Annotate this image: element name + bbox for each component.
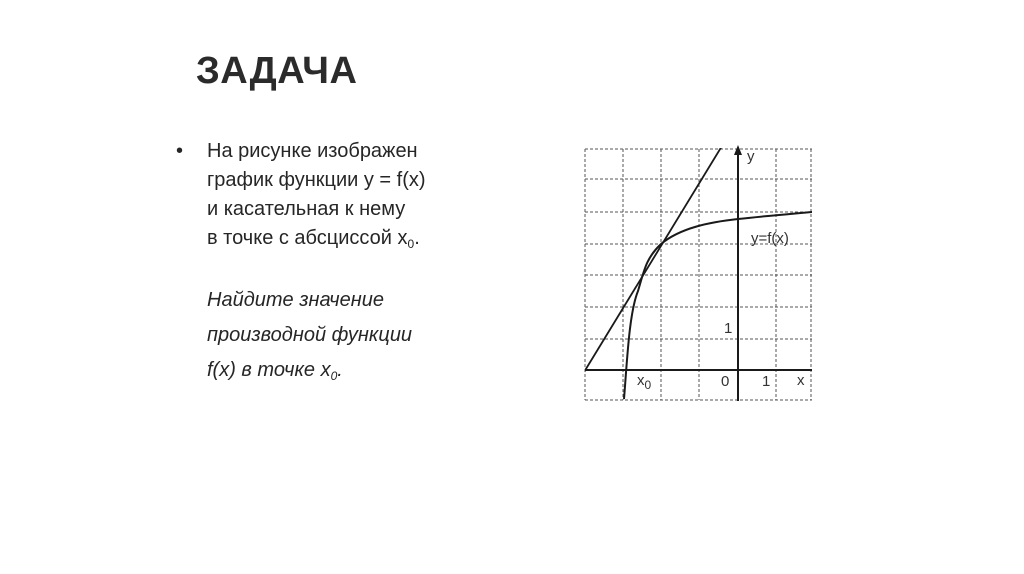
x-tick-label: 1 bbox=[762, 373, 771, 390]
x0-label-text: x bbox=[637, 372, 645, 389]
y-tick-label: 1 bbox=[724, 320, 733, 337]
problem-statement bbox=[207, 137, 556, 253]
function-graph-figure bbox=[580, 143, 816, 405]
task-question bbox=[207, 283, 556, 388]
task-line-1: Найдите значение bbox=[207, 289, 385, 311]
x0-label bbox=[637, 372, 652, 392]
problem-text bbox=[176, 137, 556, 388]
y-axis-label: y bbox=[747, 148, 755, 165]
y-axis-arrow-icon bbox=[734, 145, 742, 155]
statement-line-4 bbox=[207, 224, 556, 253]
statement-line-2: график функции y = f(x) bbox=[207, 169, 426, 191]
grid bbox=[585, 149, 812, 400]
bullet-icon: • bbox=[176, 140, 184, 162]
task-line-3-subscript: 0 bbox=[330, 369, 338, 383]
statement-line-4-end: . bbox=[414, 227, 420, 249]
statement-line-1: На рисунке изображен bbox=[207, 140, 418, 162]
x-axis-label: x bbox=[797, 372, 805, 389]
task-line-3-end: . bbox=[337, 359, 343, 381]
statement-line-4-text: в точке с абсциссой x bbox=[207, 227, 408, 249]
origin-label: 0 bbox=[721, 373, 730, 390]
task-line-3 bbox=[207, 353, 556, 388]
bullet-item bbox=[176, 137, 556, 253]
slide-title: ЗАДАЧА bbox=[196, 50, 358, 92]
task-line-3-text: f(x) в точке x bbox=[207, 359, 331, 381]
function-label: y=f(x) bbox=[751, 230, 789, 247]
task-line-2: производной функции bbox=[207, 324, 413, 346]
x0-label-subscript: 0 bbox=[644, 378, 652, 392]
statement-line-4-subscript: 0 bbox=[407, 237, 415, 251]
statement-line-3: и касательная к нему bbox=[207, 198, 406, 220]
